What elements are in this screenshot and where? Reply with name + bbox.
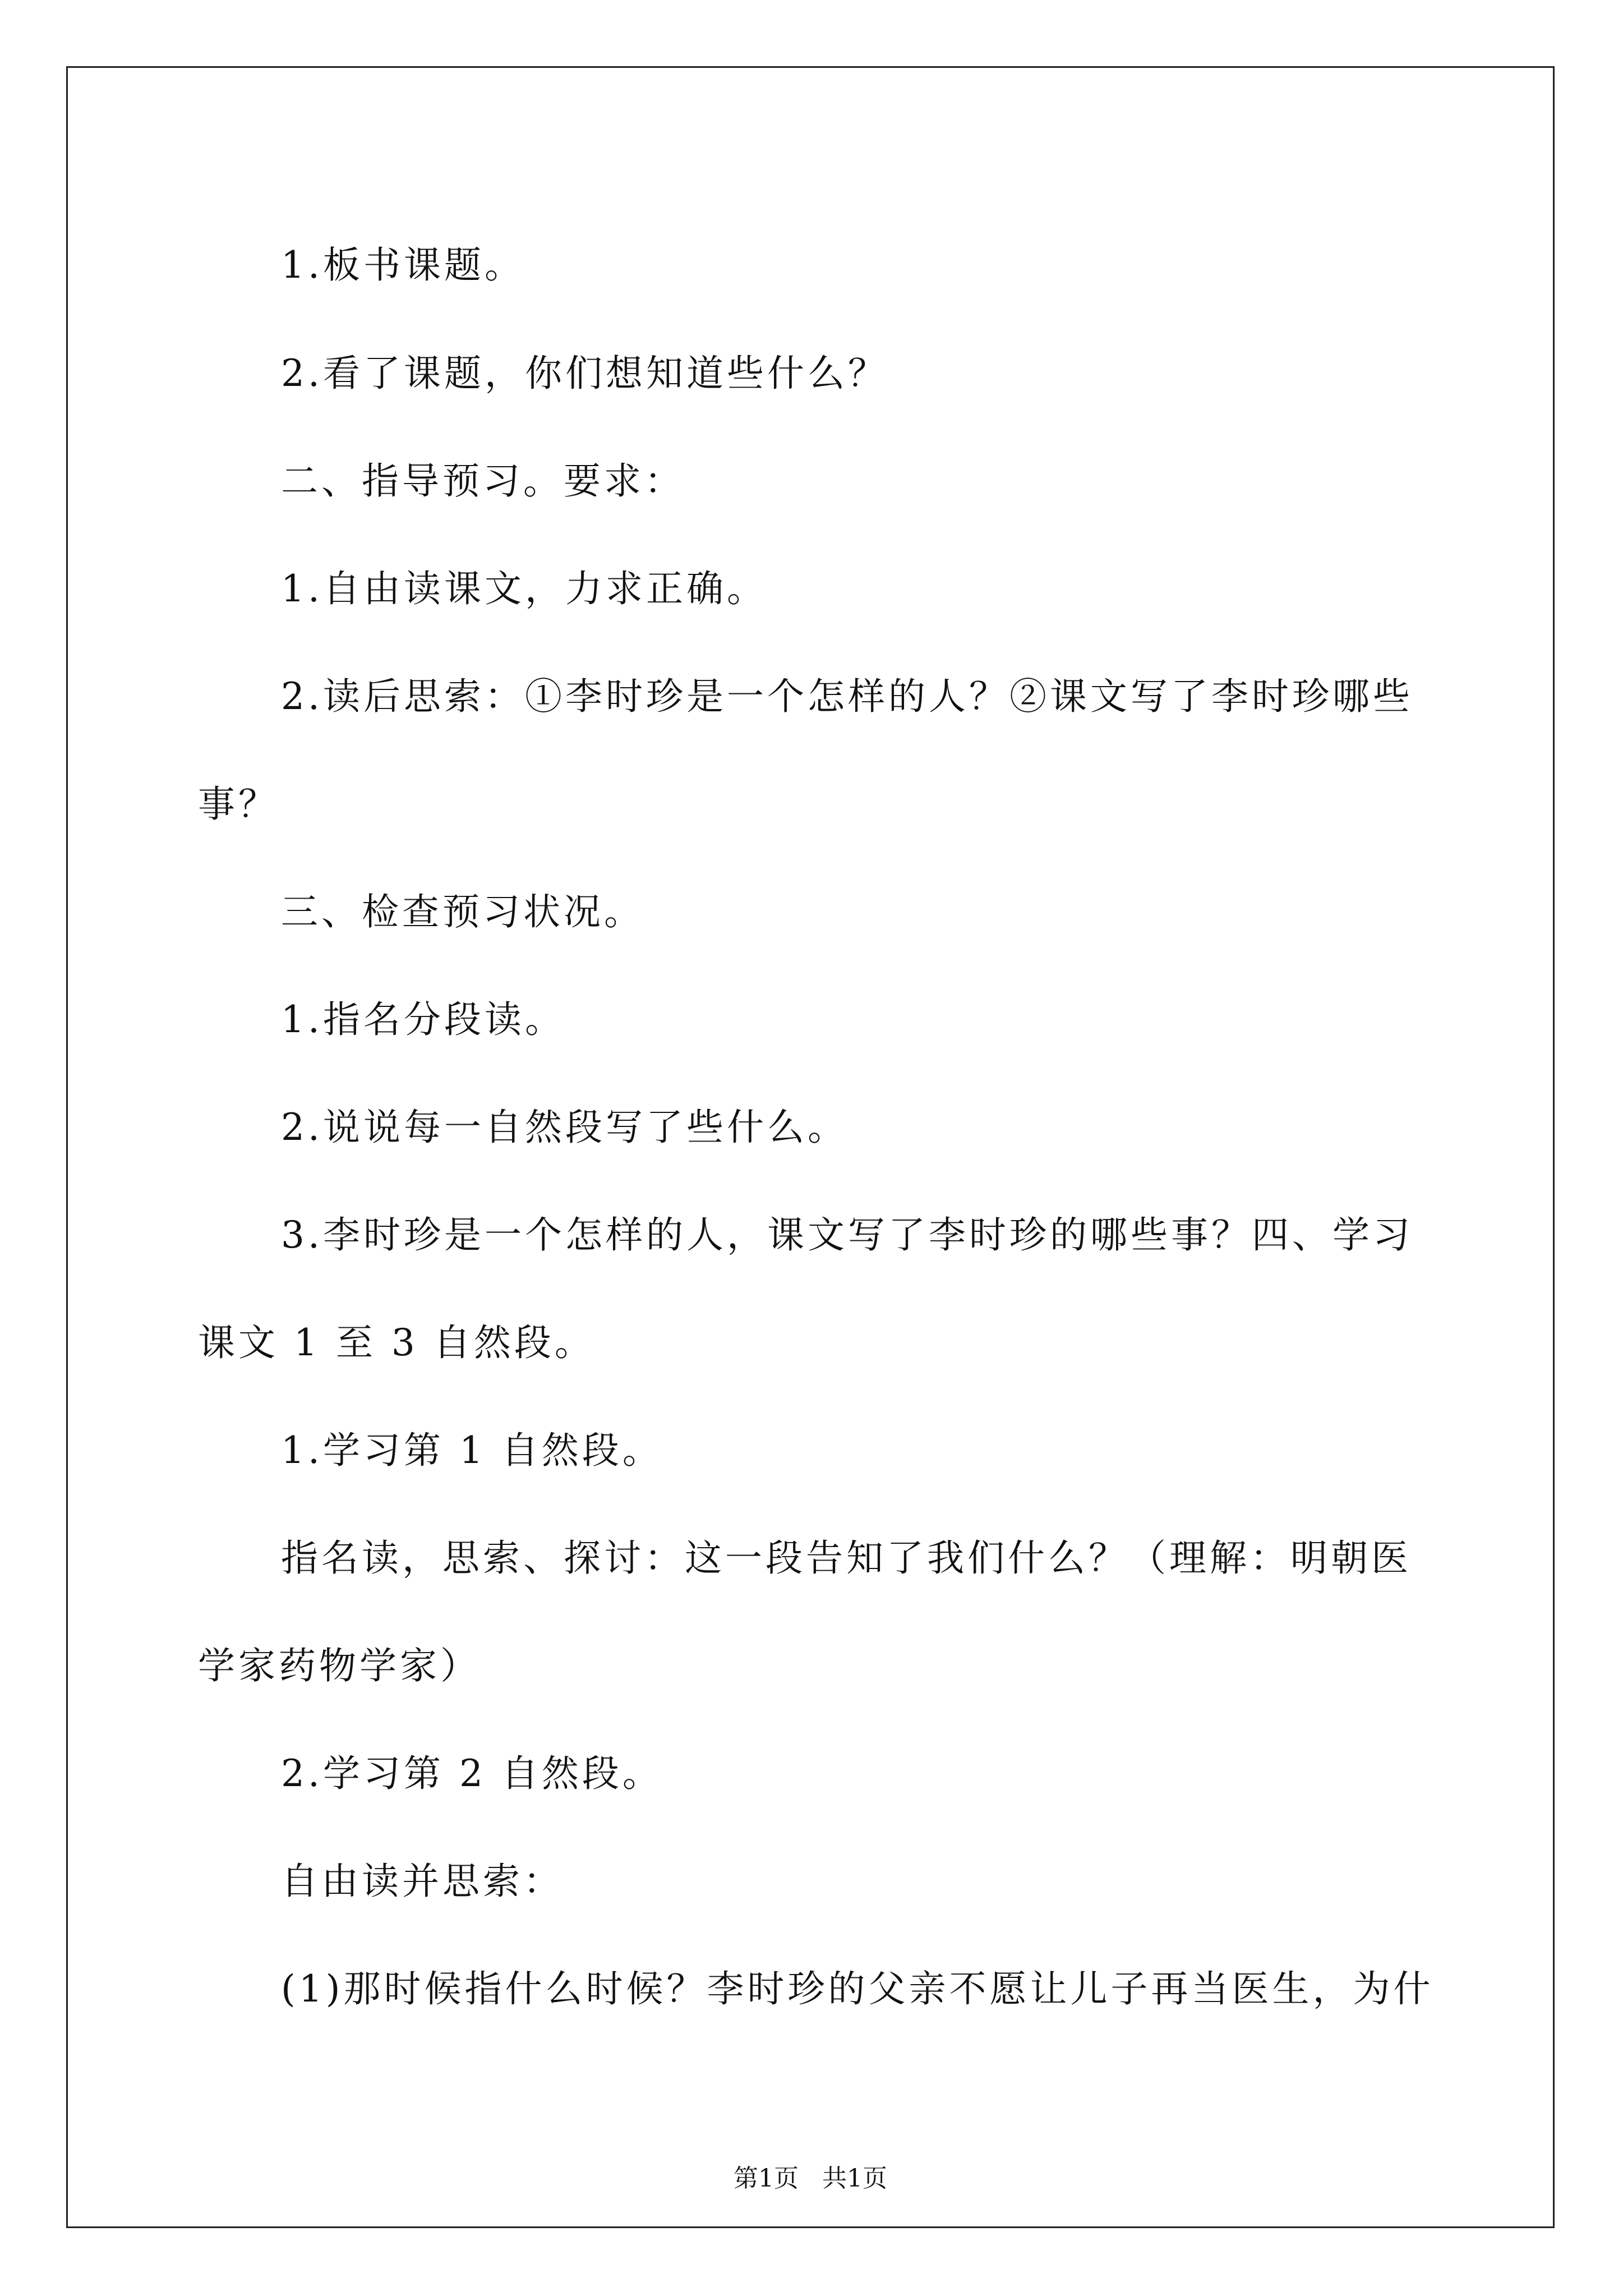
- paragraph-line: 2.读后思索：①李时珍是一个怎样的人？②课文写了李时珍哪些: [281, 675, 1413, 718]
- document-body: [68, 68, 1553, 2226]
- section-heading: 三、检查预习状况。: [281, 890, 644, 933]
- paragraph-line: 3.李时珍是一个怎样的人，课文写了李时珍的哪些事？四、学习: [281, 1213, 1413, 1257]
- paragraph-line: 2.学习第 2 自然段。: [281, 1752, 663, 1795]
- paragraph-line: 1.板书课题。: [281, 243, 525, 287]
- paragraph-line: 2.看了课题，你们想知道些什么？: [281, 352, 888, 395]
- paragraph-line: 指名读，思索、探讨：这一段告知了我们什么？（理解：明朝医: [281, 1536, 1412, 1580]
- paragraph-line: 1.指名分段读。: [281, 998, 565, 1041]
- section-heading: 二、指导预习。要求：: [281, 459, 685, 503]
- page-border: [66, 66, 1555, 2228]
- paragraph-line: 自由读并思索：: [281, 1860, 564, 1903]
- paragraph-line: (1)那时候指什么时候？李时珍的父亲不愿让儿子再当医生，为什: [281, 1967, 1434, 2010]
- paragraph-line: 课文 1 至 3 自然段。: [198, 1321, 595, 1364]
- page-footer: 第1页 共1页: [734, 2164, 887, 2193]
- paragraph-line: 学家药物学家）: [198, 1644, 481, 1687]
- paragraph-line: 2.说说每一自然段写了些什么。: [281, 1106, 848, 1149]
- paragraph-line: 事？: [198, 783, 279, 826]
- paragraph-line: 1.学习第 1 自然段。: [281, 1429, 663, 1472]
- paragraph-line: 1.自由读课文，力求正确。: [281, 567, 767, 610]
